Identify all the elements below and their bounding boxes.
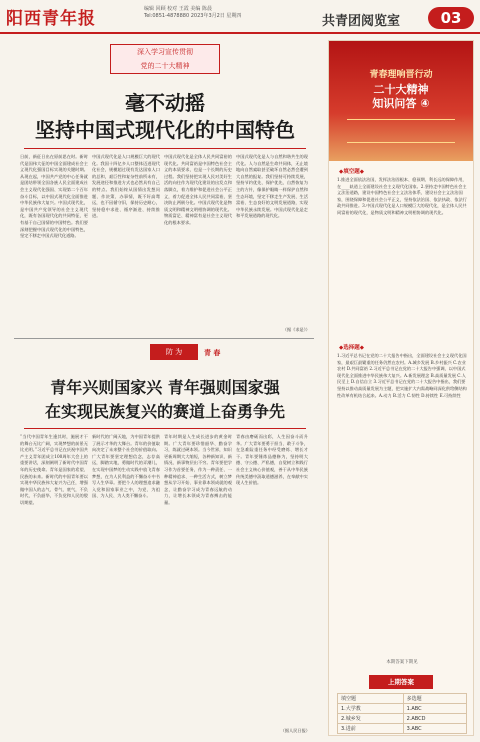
article1-divider [24,148,306,149]
header-info [144,6,304,20]
quiz-banner-top: 青春理响晋行动 [369,70,433,80]
article1-column-3: 中国式现代化是全体人民共同富裕的现代化。共同富裕是中国特色社会主义的本质要求，也是一个长期的历史过程。我们坚持把实现人民对美好生活的向往作为现代化建设的出发点和落脚点，着力维护和促进社会公平正义，着力促进全体人民共同富裕，坚决防止两极分化。中国式现代化是物质文明和精神文明相协调的现代化。物质富足、精神富有是社会主义现代化的根本要求。 [164,154,232,225]
kicker-line2: 党的二十大精神 [140,62,190,70]
answers-cell: 2.ABCD [403,714,466,724]
answers-title: 上期答案 [369,675,433,689]
article2-column-4: 青春由磨砺而出彩，人生因奋斗而升华。广大青年要勇于担当、敢于斗争，在急难险重任务中经受磨炼、增长才干。青年要锤炼品德修为，坚持明大德、守公德、严私德，自觉树立和践行社会主义核心价值观，善于从中华民族传统美德中汲取道德滋养，在奉献中实现人生价值。 [236,434,308,486]
quiz-footer-note: 本期答案下期见 [386,660,418,665]
article2-divider [24,428,306,429]
table-row [338,714,467,724]
header-info-date: Tel:0851-4878880 2023年3月2日 星期四 [144,13,242,19]
article1-title-line1: 毫不动摇 [125,91,205,115]
answers-cell: 2.城乡发 [338,714,404,724]
page-number: 03 [428,7,474,29]
answers-header-row [338,694,467,704]
article1-source: （据《求是》） [282,327,310,332]
table-row [338,704,467,714]
table-row [338,724,467,734]
choice-heading: ◆选择题◆ [339,345,364,351]
article1-column-4: 中国式现代化是人与自然和谐共生的现代化。人与自然是生命共同体，无止境地向自然索取甚至破坏自然必然会遭到大自然的报复。我们坚持可持续发展，坚持节约优先、保护优先、自然恢复为主的方针，像保护眼睛一样保护自然和生态环境，坚定不移走生产发展、生活富裕、生态良好的文明发展道路，实现中华民族永续发展。中国式现代化是走和平发展道路的现代化。 [236,154,308,219]
quiz-banner-title-line1: 二十大精神 [373,83,429,96]
newspaper-logo: 阳西青年报 [6,9,96,29]
header-info-editors: 编辑 回顾 校对 王霞 美编 陈晨 [144,6,212,12]
section-divider [14,338,314,339]
section-name: 共青团阅览室 [322,14,401,29]
article2-column-2: 新时代的广阔天地，为中国青年提供了展示才华的大舞台。青年的价值取向决定了未来整个社会的价值取向。广大青年要坚定理想信念，志存高远，脚踏实地，勇做时代的弄潮儿，在实现中国梦的生动实践中放飞青春梦想，在为人民利益的不懈奋斗中书写人生华章。要把个人的理想追求融入党和国家事业之中，为党、为祖国、为人民、为人类不懈奋斗。 [92,434,160,499]
banner-decoration [347,119,455,143]
article2-tag: 防 为 [150,344,198,360]
article2-title-line2: 在实现民族复兴的赛道上奋勇争先 [44,402,285,421]
answers-header-cell: 多选题 [403,694,466,704]
article2-column-1: “当代中国青年生逢其时，施展才干的舞台无比广阔，实现梦想的前景无比光明。”习近平总书记在庆祝中国共产主义青年团成立100周年大会上的重要讲话，深刻阐明了新时代中国青年的历史使命。青年是国家的希望、民族的未来。新时代的中国青年要以实现中华民族伟大复兴为己任，增强做中国人的志气、骨气、底气，不负时代，不负韶华，不负党和人民的殷切期望。 [20,434,88,505]
quiz-banner-title [337,83,465,111]
kicker-line1: 深入学习宣传贯彻 [137,48,193,56]
answers-table [337,693,467,734]
quiz-banner-title-line2: 知识问答 ④ [372,97,430,110]
article1-title-line2: 坚持中国式现代化的中国特色 [35,118,295,142]
article2-tag-label: 青 春 [204,349,221,357]
choice-text: 1.习近平总书记在党的二十大报告中指出，全面建设社会主义现代化国家，最艰巨最繁重的任务仍然在农村。A.城乡发展 B.乡村振兴 C.农业农村 D.共同富裕 2.习近平总书记在党的二十大报告中强调，以中国式现代化全面推进中华民族伟大复兴。A.新发展理念 B.高质量发展 C.人民至上 D.自信自立 3.习近平总书记在党的二十大报告中指出，我们要坚持以推动高质量发展为主题，把实施扩大内需战略同深化供给侧结构性改革有机结合起来。A.动力 B.活力 C.韧性 D.持续性 E.可持续性 [337,353,467,398]
article2-column-3: 青年时期是人生成长进步的黄金时期。广大青年要珍惜韶华、勤奋学习，练就过硬本领。当今世界，知识更新周期大大缩短，各种新知识、新情况、新事物层出不穷。青年要把学习作为首要任务，作为一种责任、一种精神追求、一种生活方式，树立梦想从学习开始、事业靠本领成就的观念，让勤奋学习成为青春远航的动力，让增长本领成为青春搏击的能量。 [164,434,232,505]
article1-kicker [110,44,220,74]
quiz-banner [329,41,473,161]
fill-blank-text: 1.推进全面依法治国，发挥法治固根本、稳预期、利长远的保障作用，在____轨道上全面建设社会主义现代化国家。2.坚持走中国特色社会主义法治道路，建设中国特色社会主义法治体系、建设社会主义法治国家，围绕保障和促进社会公平正义，坚持依法治国、依法执政、依法行政共同推进。3.中国式现代化是人口规模巨大的现代化，是全体人民共同富裕的现代化，是物质文明和精神文明相协调的现代化。 [337,177,467,215]
fill-blank-heading: ◆填空题◆ [339,169,364,175]
masthead [0,0,480,34]
article2-title [20,376,310,424]
answers-cell: 1.ABC [403,704,466,714]
answers-cell: 1.大学教 [338,704,404,714]
article2-source: （据人民日报） [280,728,310,733]
answers-cell: 3.进前 [338,724,404,734]
article1-title [20,90,310,144]
answers-cell: 3.ABC [403,724,466,734]
article2-title-line1: 青年兴则国家兴 青年强则国家强 [50,378,280,397]
answers-header-cell: 填空题 [338,694,404,704]
article1-column-1: 日前，新征日出在原前思在时。新时代是国伟大征的中国全面建成社会主义现代化强国目标实现的关键时期。从现在起，中国共产党的中心任务就是团结带领全国各族人民全面建成社会主义现代化强国、实现第二个百年奋斗目标，以中国式现代化全面推进中华民族伟大复兴。中国式现代化，是中国共产党领导的社会主义现代化，既有各国现代化的共同特征，更有基于自己国情的中国特色。我们要深刻把握中国式现代化的中国特色，坚定不移走中国式现代化道路。 [20,154,88,239]
quiz-sidebar [328,40,474,736]
article1-column-2: 中国式现代化是人口规模巨大的现代化。我国十四亿多人口整体迈进现代化社会，规模超过现有发达国家人口的总和，艰巨性和复杂性前所未有，发展途径和推进方式也必然具有自己的特点。我们始终从国情出发想问题、作决策、办事情，既不好高骛远，也不因循守旧，保持历史耐心，坚持稳中求进、循序渐进、持续推进。 [92,154,160,219]
